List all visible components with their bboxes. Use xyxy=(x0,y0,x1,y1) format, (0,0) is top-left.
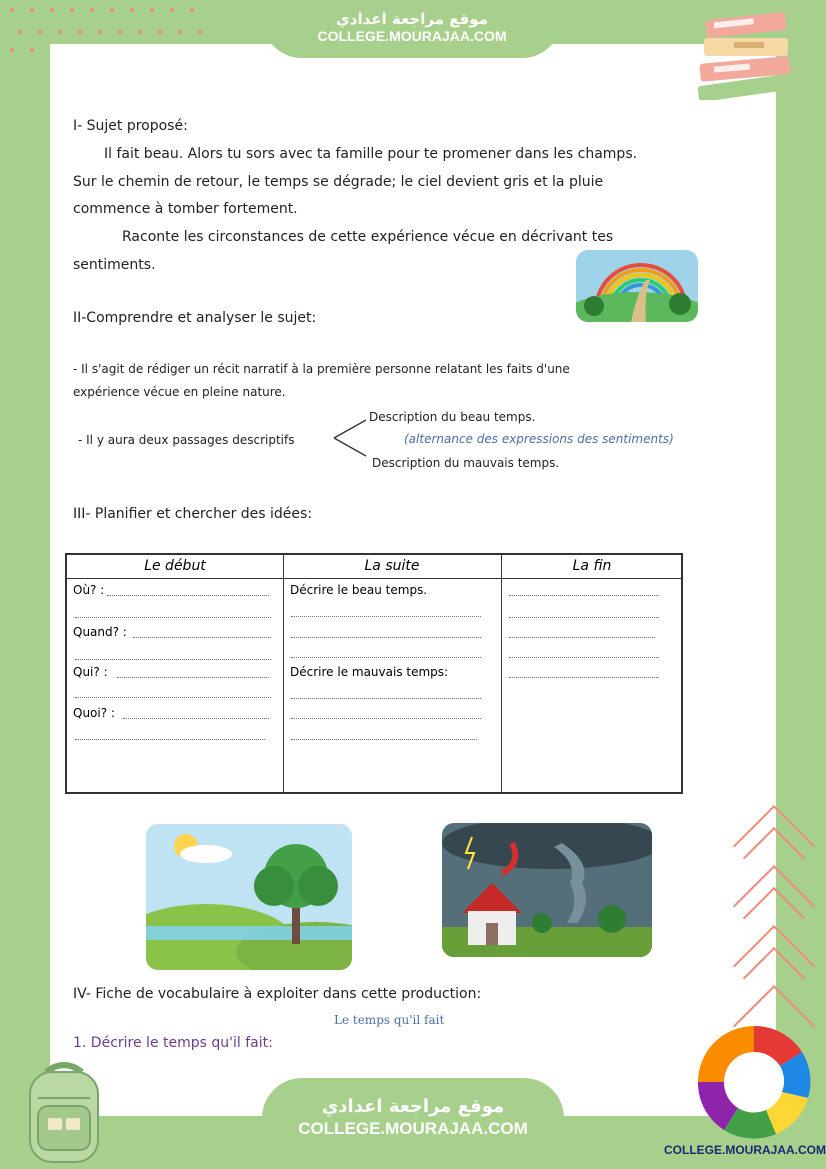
table-cell-label: Décrire le beau temps. xyxy=(290,583,428,597)
fill-line[interactable] xyxy=(107,595,269,596)
decorative-dot xyxy=(190,8,194,12)
site-arabic-name: موقع مراجعة اعدادي xyxy=(321,1096,505,1117)
table-header-cell: La suite xyxy=(364,558,420,574)
decorative-dot xyxy=(50,8,54,12)
fill-line[interactable] xyxy=(291,739,477,740)
site-url[interactable]: COLLEGE.MOURAJAA.COM xyxy=(317,28,507,44)
branch-note: (alternance des expressions des sentiments) xyxy=(404,432,674,446)
decorative-dot xyxy=(58,30,62,34)
decorative-dot xyxy=(70,8,74,12)
site-url[interactable]: COLLEGE.MOURAJAA.COM xyxy=(298,1119,528,1138)
vocabulary-item: 1. Décrire le temps qu'il fait: xyxy=(73,1035,273,1051)
fill-line[interactable] xyxy=(509,677,659,678)
branch-arrows xyxy=(330,416,370,460)
decorative-dot xyxy=(18,30,22,34)
column-divider xyxy=(501,555,502,792)
section-1-line: Sur le chemin de retour, le temps se dégrade; le ciel devient gris et la pluie xyxy=(73,174,604,190)
fill-line[interactable] xyxy=(123,718,269,719)
fill-line[interactable] xyxy=(291,718,481,719)
decorative-dot xyxy=(118,30,122,34)
fill-line[interactable] xyxy=(509,617,659,618)
fill-line[interactable] xyxy=(117,677,269,678)
decorative-dot xyxy=(130,8,134,12)
section-4-title: IV- Fiche de vocabulaire à exploiter dans cette production: xyxy=(73,986,482,1002)
section-2-bullet: - Il s'agit de rédiger un récit narratif à la première personne relatant les faits d'une xyxy=(73,362,570,376)
section-2-title: II-Comprendre et analyser le sujet: xyxy=(73,310,317,326)
decorative-dot xyxy=(98,30,102,34)
decorative-dot xyxy=(110,8,114,12)
decorative-dot xyxy=(78,30,82,34)
decorative-dot xyxy=(30,48,34,52)
logo-caption[interactable]: COLLEGE.MOURAJAA.COM xyxy=(664,1143,826,1157)
fill-line[interactable] xyxy=(133,637,271,638)
table-cell-label: Quand? : xyxy=(73,625,127,639)
decorative-dot xyxy=(90,8,94,12)
section-3-title: III- Planifier et chercher des idées: xyxy=(73,506,313,522)
site-arabic-name: موقع مراجعة اعدادي xyxy=(336,10,488,28)
column-divider xyxy=(283,555,284,792)
table-cell-label: Quoi? : xyxy=(73,706,115,720)
storm-house-image xyxy=(442,823,652,957)
planning-table xyxy=(65,553,683,794)
fill-line[interactable] xyxy=(509,637,655,638)
site-footer-banner[interactable] xyxy=(262,1078,564,1169)
fill-line[interactable] xyxy=(75,659,271,660)
table-header-cell: Le début xyxy=(144,558,206,574)
fill-line[interactable] xyxy=(75,697,271,698)
left-frame xyxy=(0,0,48,1169)
section-1-line: sentiments. xyxy=(73,257,156,273)
decorative-dot xyxy=(198,30,202,34)
decorative-dot xyxy=(138,30,142,34)
section-4-subtitle: Le temps qu'il fait xyxy=(334,1013,445,1027)
fill-line[interactable] xyxy=(509,657,659,658)
fill-line[interactable] xyxy=(291,616,481,617)
decorative-dot xyxy=(10,48,14,52)
section-1-line: Raconte les circonstances de cette expérience vécue en décrivant tes xyxy=(122,229,614,245)
section-2-bullet: - Il y aura deux passages descriptifs xyxy=(78,433,295,447)
decorative-dot xyxy=(150,8,154,12)
branch-bad-weather: Description du mauvais temps. xyxy=(372,456,560,470)
decorative-dot xyxy=(30,8,34,12)
table-cell-label: Décrire le mauvais temps: xyxy=(290,665,449,679)
site-header-banner[interactable] xyxy=(262,0,562,58)
section-2-bullet: expérience vécue en pleine nature. xyxy=(73,385,286,399)
backpack-icon xyxy=(16,1058,112,1166)
fill-line[interactable] xyxy=(75,617,271,618)
decorative-dot xyxy=(170,8,174,12)
fill-line[interactable] xyxy=(291,698,481,699)
table-header-cell: La fin xyxy=(572,558,612,574)
fill-line[interactable] xyxy=(291,637,481,638)
books-stack-icon xyxy=(694,10,804,100)
branch-good-weather: Description du beau temps. xyxy=(369,410,536,424)
rainbow-landscape-image xyxy=(576,250,698,322)
section-1-line: commence à tomber fortement. xyxy=(73,201,298,217)
fill-line[interactable] xyxy=(291,657,481,658)
table-cell-label: Qui? : xyxy=(73,665,108,679)
sunny-tree-image xyxy=(146,824,352,970)
fill-line[interactable] xyxy=(509,595,659,596)
section-1-line: Il fait beau. Alors tu sors avec ta famille pour te promener dans les champs. xyxy=(104,146,638,162)
decorative-dot xyxy=(178,30,182,34)
decorative-dot xyxy=(10,8,14,12)
table-cell-label: Où? : xyxy=(73,583,105,597)
fill-line[interactable] xyxy=(75,739,265,740)
education-wheel-logo xyxy=(694,1022,814,1140)
section-1-title: I- Sujet proposé: xyxy=(73,118,188,134)
decorative-dot xyxy=(158,30,162,34)
decorative-dot xyxy=(38,30,42,34)
